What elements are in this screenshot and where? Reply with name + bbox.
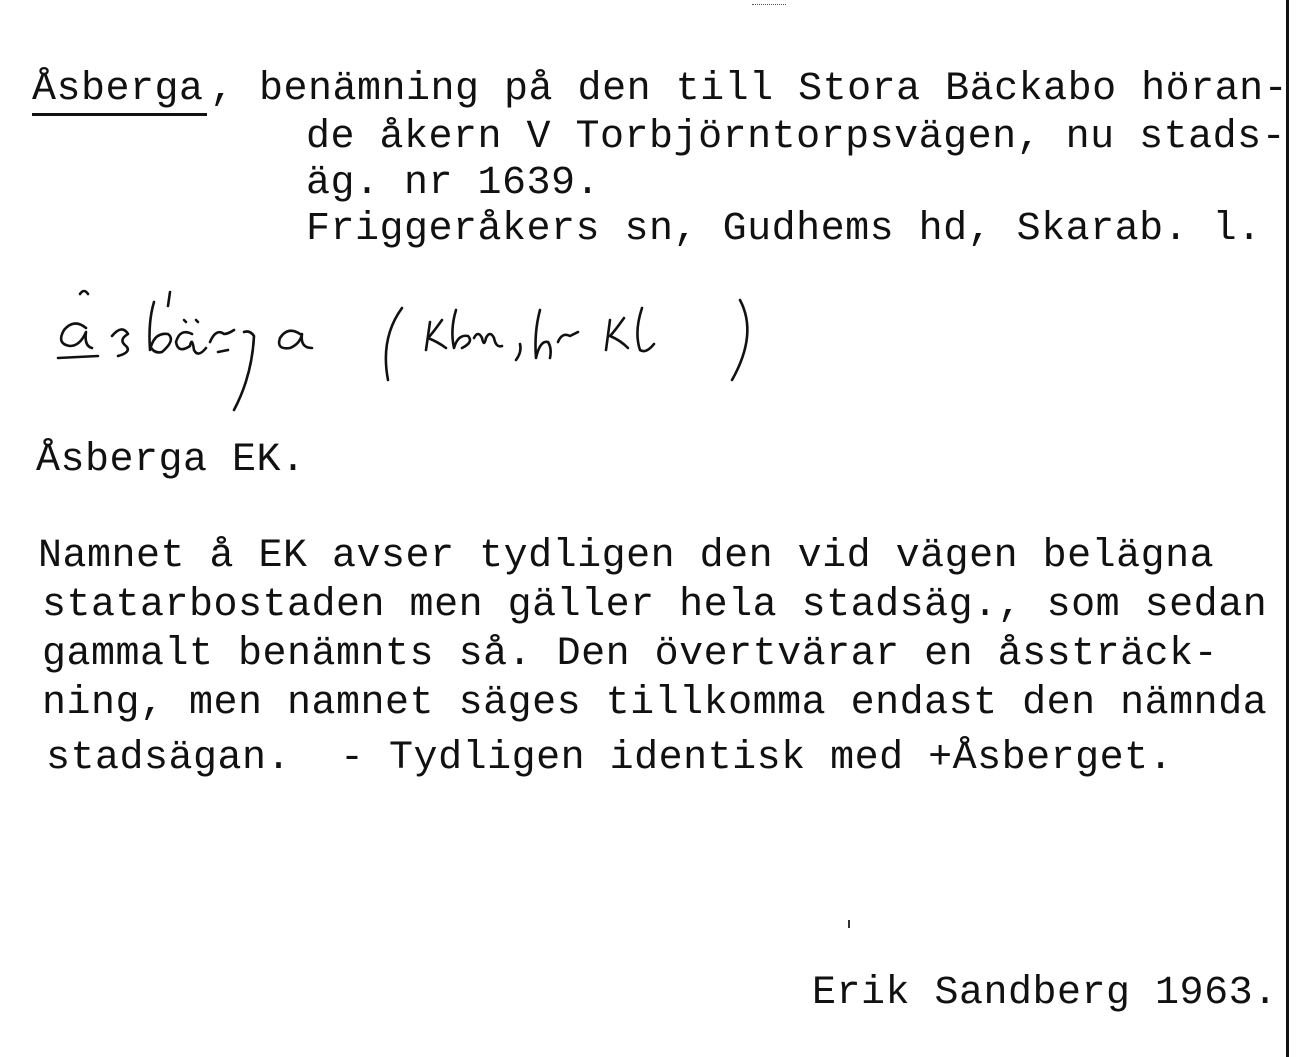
commentary-line-5: stadsägan. - Tydligen identisk med +Åsberget. [46, 736, 1174, 781]
parish-district-line: Friggeråkers sn, Gudhems hd, Skarab. l. [306, 207, 1262, 252]
headword: Åsberga [32, 67, 204, 112]
definition-line-3: äg. nr 1639. [306, 161, 601, 206]
commentary-line-1: Namnet å EK avser tydligen den vid vägen belägna [38, 534, 1215, 579]
scan-mark [752, 4, 786, 6]
card-right-edge [1286, 0, 1289, 1057]
headword-underline [32, 113, 207, 116]
signature: Erik Sandberg 1963. [812, 971, 1278, 1016]
commentary-line-2: statarbostaden men gäller hela stadsäg., som sedan [42, 583, 1268, 628]
handwritten-dialect-form [50, 280, 780, 415]
commentary-line-4: ning, men namnet säges tillkomma endast den nämnda [42, 681, 1268, 726]
definition-line-2: de åkern V Torbjörntorpsvägen, nu stads- [306, 115, 1287, 160]
definition-line-1: , benämning på den till Stora Bäckabo höran- [210, 67, 1289, 112]
scan-speck [848, 920, 850, 928]
commentary-line-3: gammalt benämnts så. Den övertvärar en åssträck- [42, 632, 1219, 677]
source-reference: Åsberga EK. [36, 438, 306, 483]
